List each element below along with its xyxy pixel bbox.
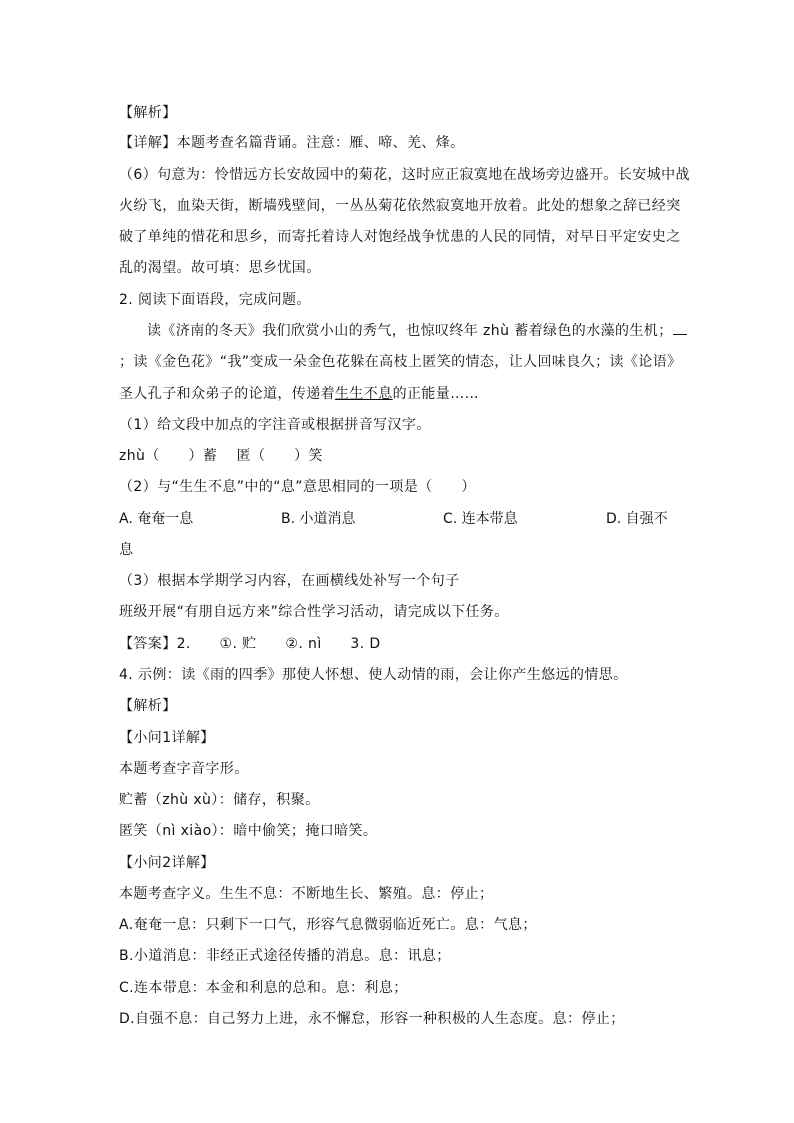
passage-line: ；读《金色花》“我”变成一朵金色花躲在高枝上匿笑的情态，让人回味良久；读《论语》 — [119, 354, 682, 370]
paragraph-line: 【详解】本题考查名篇背诵。注意：雁、啼、羌、烽。 — [119, 135, 465, 151]
paragraph-line: 匿笑（nì xiào）：暗中偷笑；掩口暗笑。 — [119, 823, 378, 839]
option-d-wrap: 息 — [119, 542, 134, 558]
subquestion: （3）根据本学期学习内容，在画横线处补写一个句子 — [119, 573, 460, 589]
paragraph-line: 班级开展“有朋自远方来”综合性学习活动，请完成以下任务。 — [119, 604, 509, 620]
section-heading: 【解析】 — [119, 698, 177, 714]
paragraph-line: 破了单纯的惜花和思乡，而寄托着诗人对饱经战争忧患的人民的同情，对早日平定安史之 — [119, 229, 681, 245]
passage-text: 的正能量…… — [392, 386, 480, 402]
fill-blank — [673, 322, 687, 335]
subquestion: （2）与“生生不息”中的“息”意思相同的一项是（ ） — [119, 479, 476, 495]
paragraph-line: B.小道消息：非经正式途径传播的消息。息：讯息； — [119, 948, 451, 964]
paragraph-line: C.连本带息：本金和利息的总和。息：利息； — [119, 980, 408, 996]
paragraph-line: 火纷飞，血染天街，断墙残壁间，一丛丛菊花依然寂寞地开放着。此处的想象之辞已经突 — [119, 198, 681, 214]
option-c: C. 连本带息 — [443, 511, 518, 527]
answer-example: 4. 示例：读《雨的四季》那使人怀想、使人动情的雨，会让你产生悠远的情思。 — [119, 667, 628, 683]
passage-line — [119, 384, 479, 404]
section-heading: 【小问1详解】 — [119, 730, 215, 746]
section-heading: 【解析】 — [119, 105, 177, 121]
passage-line — [147, 321, 687, 341]
underlined-phrase: 生生不息 — [335, 386, 393, 402]
paragraph-line: 本题考查字义。生生不息：不断地生长、繁殖。息：停止； — [119, 886, 494, 902]
option-d: D. 自强不 — [606, 511, 668, 527]
paragraph-line: A.奄奄一息：只剩下一口气，形容气息微弱临近死亡。息：气息； — [119, 917, 537, 933]
question-heading: 2. 阅读下面语段，完成问题。 — [119, 292, 311, 308]
passage-text: 读《济南的冬天》我们欣赏小山的秀气，也惊叹终年 zhù 蓄着绿色的水藻的生机； — [147, 323, 673, 339]
paragraph-line: 本题考查字音字形。 — [119, 761, 249, 777]
subquestion-blanks: zhù（ ）蓄 匿（ ）笑 — [119, 448, 323, 464]
paragraph-line: 贮蓄（zhù xù）：储存，积聚。 — [119, 792, 320, 808]
paragraph-line: （6）句意为：怜惜远方长安故园中的菊花，这时应正寂寞地在战场旁边盛开。长安城中战 — [119, 167, 690, 183]
paragraph-line: D.自强不息：自己努力上进，永不懈怠，形容一种积极的人生态度。息：停止； — [119, 1011, 625, 1027]
passage-text: 圣人孔子和众弟子的论道，传递着 — [119, 386, 335, 402]
section-heading: 【小问2详解】 — [119, 855, 215, 871]
option-b: B. 小道消息 — [281, 511, 356, 527]
subquestion: （1）给文段中加点的字注音或根据拼音写汉字。 — [119, 417, 431, 433]
paragraph-line: 乱的渴望。故可填：思乡忧国。 — [119, 260, 321, 276]
option-a: A. 奄奄一息 — [119, 511, 194, 527]
answer-line: 【答案】2. ①. 贮 ②. nì 3. D — [119, 636, 381, 652]
